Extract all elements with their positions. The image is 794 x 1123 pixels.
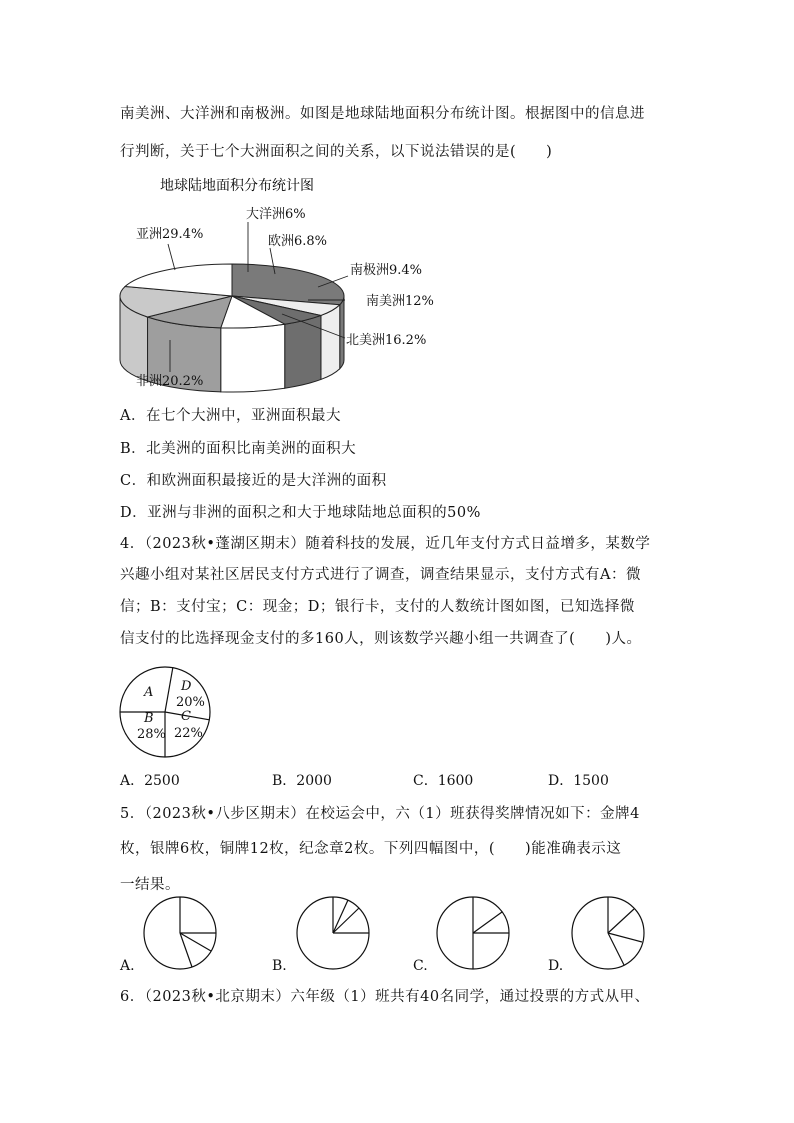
q4-line-4: 信支付的比选择现金支付的多160人，则该数学兴趣小组一共调查了( )人。 xyxy=(120,631,642,647)
intro-line-2: 行判断，关于七个大洲面积之间的关系，以下说法错误的是( ) xyxy=(120,144,553,160)
q3-option-b: B．北美洲的面积比南美洲的面积大 xyxy=(120,441,357,457)
slice-label-亚洲: 亚洲29.4% xyxy=(136,227,204,242)
chart-title: 地球陆地面积分布统计图 xyxy=(160,178,314,194)
leader-line-亚洲 xyxy=(168,244,175,270)
q5-line-3: 一结果。 xyxy=(120,877,180,893)
option-d-pie xyxy=(572,897,644,969)
q5-line-2: 枚，银牌6枚，铜牌12枚，纪念章2枚。下列四幅图中，( )能准确表示这 xyxy=(120,841,622,857)
q5-option-a: A. xyxy=(120,958,135,974)
q4-option-b: B．2000 xyxy=(272,773,332,789)
payment-label-A: A xyxy=(144,685,154,700)
pie-side-大洋洲 xyxy=(321,305,340,380)
option-a-pie xyxy=(144,897,216,969)
slice-label-大洋洲: 大洋洲6% xyxy=(246,207,306,222)
q5-option-d: D. xyxy=(548,958,564,974)
option-c-pie xyxy=(437,897,509,969)
pie-side-南极洲 xyxy=(221,324,285,392)
slice-label-欧洲: 欧洲6.8% xyxy=(268,234,328,249)
q5-option-c: C. xyxy=(413,958,428,974)
payment-label-D: D xyxy=(181,679,192,694)
payment-pie-divider xyxy=(165,668,173,712)
q4-option-c: C．1600 xyxy=(413,773,474,789)
q5-line-1: 5．（2023秋•八步区期末）在校运会中，六（1）班获得奖牌情况如下：金牌4 xyxy=(120,806,640,822)
payment-label-B: B xyxy=(144,711,154,726)
q4-line-1: 4．（2023秋•蓬湖区期末）随着科技的发展，近几年支付方式日益增多，某数学 xyxy=(120,536,651,552)
slice-label-南极洲: 南极洲9.4% xyxy=(350,263,423,278)
payment-value-D: 20% xyxy=(176,695,205,710)
slice-label-南美洲: 南美洲12% xyxy=(366,294,434,309)
option-b-pie xyxy=(297,897,369,969)
q3-option-c: C．和欧洲面积最接近的是大洋洲的面积 xyxy=(120,473,387,489)
slice-label-非洲: 非洲20.2% xyxy=(136,374,204,389)
q4-line-3: 信；B：支付宝；C：现金；D；银行卡，支付的人数统计图如图，已知选择微 xyxy=(120,599,635,615)
q6-line-1: 6．（2023秋•北京期末）六年级（1）班共有40名同学，通过投票的方式从甲、 xyxy=(120,989,650,1005)
payment-value-C: 22% xyxy=(174,726,203,741)
q4-option-a: A．2500 xyxy=(120,773,180,789)
slice-label-北美洲: 北美洲16.2% xyxy=(346,333,427,348)
q4-line-2: 兴趣小组对某社区居民支付方式进行了调查，调查结果显示，支付方式有A：微 xyxy=(120,567,641,583)
pie-side-亚洲 xyxy=(340,296,344,369)
intro-line-1: 南美洲、大洋洲和南极洲。如图是地球陆地面积分布统计图。根据图中的信息进 xyxy=(120,106,645,122)
payment-value-B: 28% xyxy=(137,727,166,742)
payment-pie-chart xyxy=(110,660,230,770)
payment-label-C: C xyxy=(181,709,191,724)
q4-option-d: D．1500 xyxy=(548,773,609,789)
q5-option-b: B. xyxy=(272,958,287,974)
q3-option-a: A．在七个大洲中，亚洲面积最大 xyxy=(120,408,341,424)
q3-option-d: D．亚洲与非洲的面积之和大于地球陆地总面积的50% xyxy=(120,505,481,521)
